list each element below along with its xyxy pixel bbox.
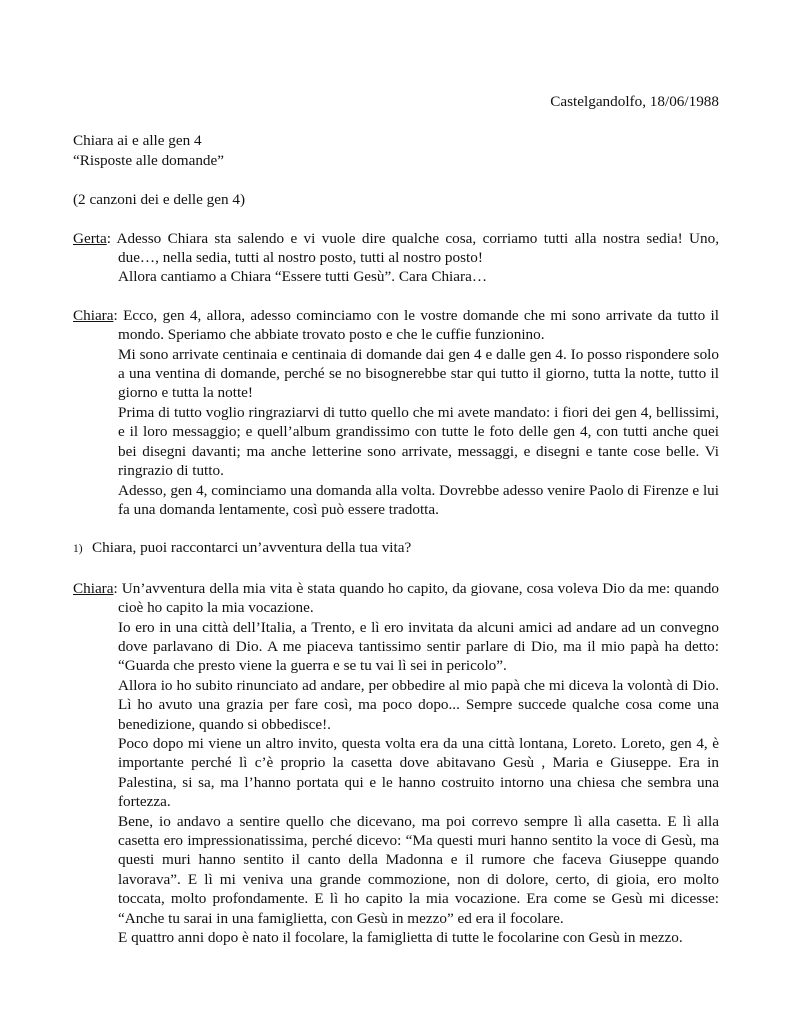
- question-number: 1): [73, 543, 83, 556]
- chiara-answer-paragraph-1: Chiara: Un’avventura della mia vita è stata quando ho capito, da giovane, cosa voleva Dio da me: quando cioè ho capito la mia vocazione.: [73, 579, 719, 617]
- chiara-answer-paragraph-5: Bene, io andavo a sentire quello che dicevano, ma poi correvo sempre lì alla casetta. E lì alla casetta ero impressionatissima, perché dicevo: “Ma questi muri hanno sentito la voce di Gesù, ma questi muri hanno sentito il canto della Madonna e il rumore che faceva Giuseppe quando lavorava”. E lì mi veniva una grande commozione, non di dolore, certo, di gioia, ero molto toccata, molto profondamente. E lì ho capito la mia vocazione. Era come se Gesù mi dicesse: “Anche tu sarai in una famiglietta, con Gesù in mezzo” ed era il focolare.: [118, 812, 719, 927]
- intro-title: Chiara ai e alle gen 4: [73, 132, 202, 150]
- chiara-paragraph-3: Prima di tutto voglio ringraziarvi di tutto quello che mi avete mandato: i fiori dei gen 4, bellissimi, e il loro messaggio; e quell’album grandissimo con tutte le foto delle gen 4, con tutti anche quei bei disegni davanti; ma anche letterine sono arrivate, messaggi, e disegni e tante cose belle. Vi ringrazio di tutto.: [118, 403, 719, 480]
- speaker-name: Chiara: [73, 306, 114, 324]
- intro-subtitle: “Risposte alle domande”: [73, 151, 224, 169]
- place-date: Castelgandolfo, 18/06/1988: [550, 93, 719, 110]
- chiara-answer-paragraph-6: E quattro anni dopo è nato il focolare, la famiglietta di tutte le focolarine con Gesù in mezzo.: [118, 929, 683, 947]
- chiara-answer-paragraph-3: Allora io ho subito rinunciato ad andare, per obbedire al mio papà che mi diceva la volontà di Dio. Lì ho avuto una grazia per fare così, ma poco dopo... Sempre succede qualche cosa come una benedizione, quando si obbedisce!.: [118, 676, 719, 733]
- chiara-speech-2: [73, 579, 719, 948]
- speaker-name: Gerta: [73, 229, 107, 247]
- document-page: [73, 92, 719, 947]
- chiara-paragraph-2: Mi sono arrivate centinaia e centinaia di domande dai gen 4 e dalle gen 4. Io posso rispondere solo a una ventina di domande, perché se no bisognerebbe star qui tutto il giorno, tutta la notte, tutto il giorno e tutta la notte!: [118, 345, 719, 402]
- gerta-paragraph-1: Gerta: Adesso Chiara sta salendo e vi vuole dire qualche cosa, corriamo tutti alla nostra sedia! Uno, due…, nella sedia, tutti al nostro posto, tutti al nostro posto!: [73, 229, 719, 267]
- question-text: Chiara, puoi raccontarci un’avventura della tua vita?: [92, 539, 412, 557]
- chiara-paragraph-1: Chiara: Ecco, gen 4, allora, adesso cominciamo con le vostre domande che mi sono arrivate da tutto il mondo. Speriamo che abbiate trovato posto e che le cuffie funzionino.: [73, 306, 719, 344]
- chiara-answer-paragraph-4: Poco dopo mi viene un altro invito, questa volta era da una città lontana, Loreto. Loreto, gen 4, è importante perché lì c’è proprio la casetta dove abitavano Gesù , Maria e Giuseppe. Era in Palestina, si sa, ma l’hanno portata qui e le hanno costruito intorno una chiesa che sembra una fortezza.: [118, 734, 719, 811]
- intro-note: (2 canzoni dei e delle gen 4): [73, 191, 246, 209]
- gerta-paragraph-2: Allora cantiamo a Chiara “Essere tutti Gesù”. Cara Chiara…: [118, 268, 488, 286]
- question-1: [73, 538, 719, 559]
- chiara-paragraph-4: Adesso, gen 4, cominciamo una domanda alla volta. Dovrebbe adesso venire Paolo di Firenze e lui fa una domanda lentamente, così può essere tradotta.: [118, 481, 719, 518]
- speaker-name: Chiara: [73, 579, 114, 597]
- chiara-speech-1: [73, 306, 719, 519]
- chiara-answer-paragraph-2: Io ero in una città dell’Italia, a Trento, e lì ero invitata da alcuni amici ad andare ad un convegno dove parlavano di Dio. A me piaceva tantissimo sentir parlare di Dio, ma il mio papà ha detto: “Guarda che presto viene la guerra e se tu vai lì sei in pericolo”.: [118, 618, 719, 675]
- gerta-speech: [73, 229, 719, 287]
